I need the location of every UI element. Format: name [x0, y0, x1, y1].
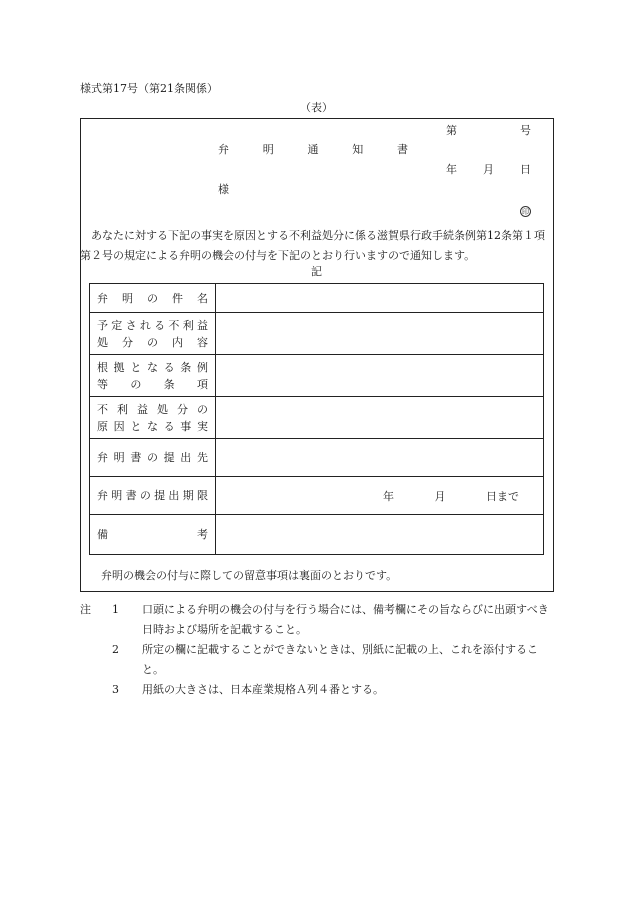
label-char: 因	[113, 419, 125, 433]
label-char: 項	[196, 377, 208, 391]
number-suffix: 号	[520, 124, 531, 137]
row-label-submission-deadline	[90, 477, 216, 515]
title-char-4: 知	[352, 143, 364, 156]
table-row	[90, 284, 544, 313]
label-char: の	[147, 335, 158, 349]
date-year: 年	[446, 163, 457, 176]
addressee-suffix: 様	[218, 183, 229, 196]
label-char: の	[130, 377, 142, 391]
number-prefix: 第	[446, 124, 457, 137]
table-row	[90, 313, 544, 355]
seal-icon: 印	[522, 208, 529, 216]
label-line	[97, 290, 208, 307]
title-char-5: 書	[397, 143, 408, 156]
label-char: 提	[163, 451, 175, 464]
table-row	[90, 355, 544, 397]
label-char: 書	[125, 489, 137, 502]
note-number: 1	[112, 603, 119, 616]
label-char: 備	[97, 528, 108, 541]
deadline-month: 月	[434, 489, 446, 503]
label-char: の	[147, 291, 158, 305]
ki-label: 記	[311, 265, 322, 278]
label-char: 等	[97, 377, 108, 391]
label-line	[97, 359, 208, 376]
body-text: あなたに対する下記の事実を原因とする不利益処分に係る滋賀県行政手続条例第12条第１項第２号の規定による弁明の機会の付与を下記のとおり行いますので通知します。	[80, 229, 545, 262]
notes-spacer	[80, 640, 100, 680]
label-line	[97, 401, 208, 418]
label-char: 弁	[97, 291, 108, 305]
submission-deadline-field[interactable]	[216, 477, 544, 515]
label-char: 条	[163, 377, 175, 391]
label-char: る	[163, 419, 175, 433]
label-char: 出	[168, 489, 180, 502]
label-char: と	[130, 419, 142, 433]
document-title	[218, 143, 408, 157]
date-day: 日	[520, 163, 531, 176]
note-number: 2	[112, 643, 119, 656]
label-line	[97, 487, 208, 504]
row-label-remarks	[90, 515, 216, 555]
label-char: 利	[182, 318, 194, 332]
notes-head: 注	[80, 603, 91, 616]
row-label-planned-disposition	[90, 313, 216, 355]
label-char: 原	[97, 419, 108, 433]
closing-text: 弁明の機会の付与に際しての留意事項は裏面のとおりです。	[101, 569, 398, 582]
label-char: 根	[97, 360, 108, 374]
deadline-year: 年	[383, 489, 394, 503]
label-char: 考	[197, 528, 208, 541]
label-char: 処	[97, 335, 108, 349]
label-char: 名	[197, 291, 208, 305]
label-char: 定	[111, 318, 123, 332]
label-char: 益	[137, 402, 148, 416]
label-char: 弁	[97, 451, 108, 464]
note-item	[80, 680, 556, 700]
label-char: の	[197, 402, 208, 416]
notes-spacer	[80, 680, 100, 700]
deadline-date	[383, 488, 519, 504]
row-label-legal-basis	[90, 355, 216, 397]
label-char: 分	[122, 335, 133, 349]
remarks-field[interactable]	[216, 515, 544, 555]
date-month: 月	[483, 163, 494, 176]
label-line	[97, 317, 208, 334]
case-name-field[interactable]	[216, 284, 544, 313]
submission-destination-field[interactable]	[216, 439, 544, 477]
table-row	[90, 397, 544, 439]
label-char: 弁	[97, 489, 108, 502]
label-char: 不	[97, 402, 108, 416]
row-label-case-name	[90, 284, 216, 313]
label-char: 分	[177, 402, 188, 416]
title-char-2: 明	[262, 143, 274, 156]
label-char: る	[163, 360, 175, 374]
note-item	[80, 640, 556, 680]
label-char: 処	[157, 402, 168, 416]
label-char: 期	[182, 489, 194, 502]
label-line	[97, 526, 208, 543]
planned-disposition-field[interactable]	[216, 313, 544, 355]
label-char: 事	[180, 419, 192, 433]
label-char: 例	[196, 360, 208, 374]
label-char: 明	[111, 489, 123, 502]
label-char: 先	[196, 451, 208, 464]
label-line	[97, 449, 208, 466]
label-char: 出	[180, 451, 192, 464]
label-char: 利	[117, 402, 128, 416]
table-row	[90, 439, 544, 477]
label-char: 益	[196, 318, 208, 332]
note-text: 口頭による弁明の機会の付与を行う場合には、備考欄にその旨ならびに出頭すべき日時および場所を記載すること。	[142, 603, 549, 636]
form-number-title: 様式第17号（第21条関係）	[80, 82, 218, 95]
deadline-day: 日まで	[486, 489, 519, 503]
legal-basis-field[interactable]	[216, 355, 544, 397]
label-char: 書	[130, 451, 142, 464]
note-number: 3	[112, 683, 119, 696]
label-char: 明	[113, 451, 125, 464]
label-char: れ	[139, 318, 151, 332]
note-item	[80, 600, 556, 640]
label-char: 内	[172, 335, 183, 349]
label-char: 拠	[113, 360, 125, 374]
title-char-1: 弁	[218, 143, 229, 156]
label-line	[97, 418, 208, 435]
label-char: 実	[196, 419, 208, 433]
label-char: 不	[168, 318, 180, 332]
label-char: 明	[122, 291, 133, 305]
cause-facts-field[interactable]	[216, 397, 544, 439]
note-text: 用紙の大きさは、日本産業規格Ａ列４番とする。	[142, 683, 384, 696]
label-char: 限	[196, 489, 208, 502]
notes-section	[80, 600, 556, 700]
title-char-3: 通	[307, 143, 319, 156]
table-row	[90, 515, 544, 555]
details-table	[89, 283, 544, 555]
label-char: と	[130, 360, 142, 374]
label-char: 容	[197, 335, 208, 349]
label-char: る	[154, 318, 166, 332]
label-char: 件	[172, 291, 183, 305]
label-line	[97, 334, 208, 351]
front-side-label: （表）	[300, 101, 333, 114]
row-label-cause-facts	[90, 397, 216, 439]
label-char: さ	[125, 318, 137, 332]
label-char: 提	[154, 489, 166, 502]
label-char: の	[146, 451, 158, 464]
row-label-submission-destination	[90, 439, 216, 477]
label-line	[97, 376, 208, 393]
notification-body	[80, 226, 554, 266]
label-char: 予	[97, 318, 108, 332]
label-char: な	[146, 419, 158, 433]
label-char: の	[139, 489, 151, 502]
note-text: 所定の欄に記載することができないときは、別紙に記載の上、これを添付すること。	[142, 643, 538, 676]
table-row	[90, 477, 544, 515]
seal-mark	[520, 204, 531, 218]
label-char: な	[146, 360, 158, 374]
label-char: 条	[180, 360, 192, 374]
